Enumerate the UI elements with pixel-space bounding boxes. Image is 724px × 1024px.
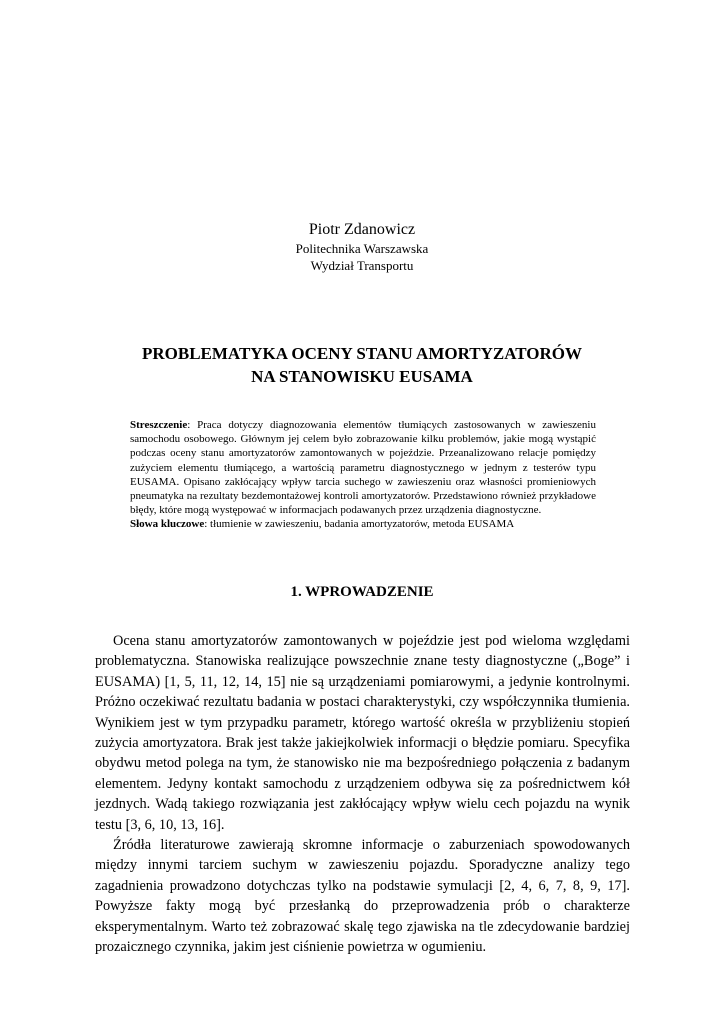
abstract-text: : Praca dotyczy diagnozowania elementów tłumiących zastosowanych w zawieszeniu samochodu osobowego. Głównym jej celem było zobrazowanie kilku problemów, jakie mogą wystąpić podczas oceny stanu amortyzatorów zamontowanych w pojeździe. Przeanalizowano relacje pomiędzy zużyciem elementu tłumiącego, a wartością parametru diagnostycznego w jednym z testerów typu EUSAMA. Opisano zakłócający wpływ tarcia suchego w zawieszeniu oraz własności promieniowych pneumatyka na rezultaty bezdemontażowej kontroli amortyzatorów. Przedstawiono również przykładowe błędy, które mogą występować w informacjach podawanych przez urządzenia diagnostyczne.: [130, 419, 596, 517]
abstract-label: Streszczenie: [130, 419, 188, 431]
section-body: [95, 631, 630, 958]
keywords-label: Słowa kluczowe: [130, 518, 205, 531]
section-heading: 1. WPROWADZENIE: [290, 584, 434, 600]
author-block: [0, 220, 724, 274]
keywords-text: : tłumienie w zawieszeniu, badania amortyzatorów, metoda EUSAMA: [204, 518, 515, 531]
author-name: Piotr Zdanowicz: [308, 221, 416, 238]
abstract-paragraph: [130, 418, 596, 517]
body-paragraph-2: Źródła literaturowe zawierają skromne informacje o zaburzeniach spowodowanych między innymi tarciem suchym w zawieszeniu pojazdu. Sporadyczne analizy tego zagadnienia prowadzono dotychczas tylko na podstawie symulacji [2, 4, 6, 7, 8, 9, 17]. Powyższe fakty mogą być przesłanką do przeprowadzenia prób o charakterze eksperymentalnym. Warto też zobrazować skalę tego zjawiska na tle zdecydowanie bardziej prozaicznego czynnika, jakim jest ciśnienie powietrza w ogumieniu.: [95, 837, 630, 956]
body-paragraph-1: Ocena stanu amortyzatorów zamontowanych w pojeździe jest pod wieloma względami problematyczna. Stanowiska realizujące powszechnie znane testy diagnostyczne („Boge” i EUSAMA) [1, 5, 11, 12, 14, 15] nie są urządzeniami pomiarowymi, a jedynie kontrolnymi. Próżno oczekiwać rezultatu badania w postaci charakterystyki, czy współczynnika tłumienia. Wynikiem jest w tym przypadku parametr, którego wartość określa w przybliżeniu stopień zużycia amortyzatora. Brak jest także jakiejkolwiek informacji o błędzie pomiaru. Specyfika obydwu metod polega na tym, że stanowisko nie ma bezpośredniego połączenia z badanym elementem. Jedyny kontakt samochodu z urządzeniem odbywa się za pośrednictwem kół jezdnych. Wadą takiego rozwiązania jest zakłócający wpływ wielu cech pojazdu na wynik testu [3, 6, 10, 13, 16].: [95, 633, 630, 833]
author-institution: Politechnika Warszawska: [295, 241, 429, 256]
keywords-paragraph: [130, 517, 596, 531]
paper-title: [0, 342, 724, 388]
paper-title-line-1: PROBLEMATYKA OCENY STANU AMORTYZATORÓW: [141, 344, 583, 363]
author-faculty: Wydział Transportu: [310, 258, 414, 273]
abstract: [130, 418, 596, 532]
paper-title-line-2: NA STANOWISKU EUSAMA: [251, 367, 473, 386]
